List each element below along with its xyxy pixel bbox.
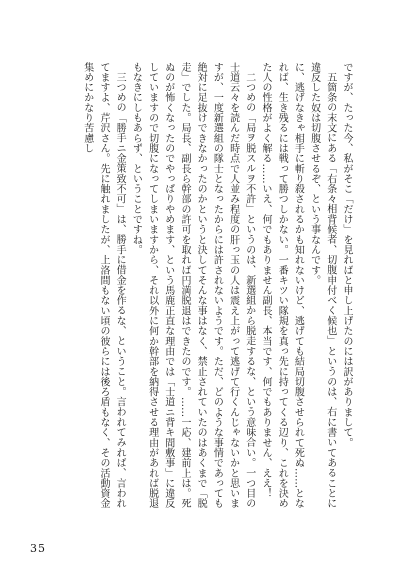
paragraph: 五箇条の末文にある「右条々相背候者、切腹申付べく候也」というのは、右に書いてあることに違反した奴は切腹させるぞ、という事なんです。: [308, 62, 336, 509]
paragraph: に、逃げなきゃ相手に斬り殺されるかも知れないけど、逃げても結局切腹させられて死ぬ……となれば、生き残るには戦って勝つしかない。一番キツい隊規を真っ先に持ってくる辺り、これを決めた人の性格がよく解る……いえ、何でもありません副長、本当です、何でもありません、ええ！: [259, 62, 304, 509]
paragraph: 二つめの「局ヲ脱スルヲ不許」というのは、新選組から脱走するな、という意味合い。一つ目の士道云々を読んだ時点で人並み程度の肝っ玉の人は震え上がって逃げて行くんじゃないかと思いますが、一度新選組の隊士となったからには許されないようです。ただ、どのような事情であっても絶対に足抜けできなかったのかというと決してそんな事はなく、禁止されていたのはあくまで「脱走」でした。局長、副長ら幹部の許可を取れば円満脱退はできたのです。……一応、建前上は。死ぬのが怖くなったのでやっぱりやめます、という馬鹿正直な理由では「士道ニ背キ間敷事」に違反していますので切腹になってしまいますから、それ以外に何か幹部を納得させる理由があれば脱退もなきにしもあらず、ということですね。: [130, 62, 255, 509]
page-number: 35: [30, 542, 46, 555]
paragraph: ですが、たった今、私がそこ「だけ」を見ればと申し上げたのには訳がありまして。: [341, 62, 352, 448]
vertical-body-text: [36, 62, 354, 517]
paragraph: 三つめの「勝手ニ金策致不可」は、勝手に借金を作るな、ということ。言われてみれば、言われてますよ、芹沢さん。先に触れましたが、上洛間もない頃の彼らには後ろ盾もなく、その活動資金集めにかなり苦慮し: [81, 62, 126, 509]
